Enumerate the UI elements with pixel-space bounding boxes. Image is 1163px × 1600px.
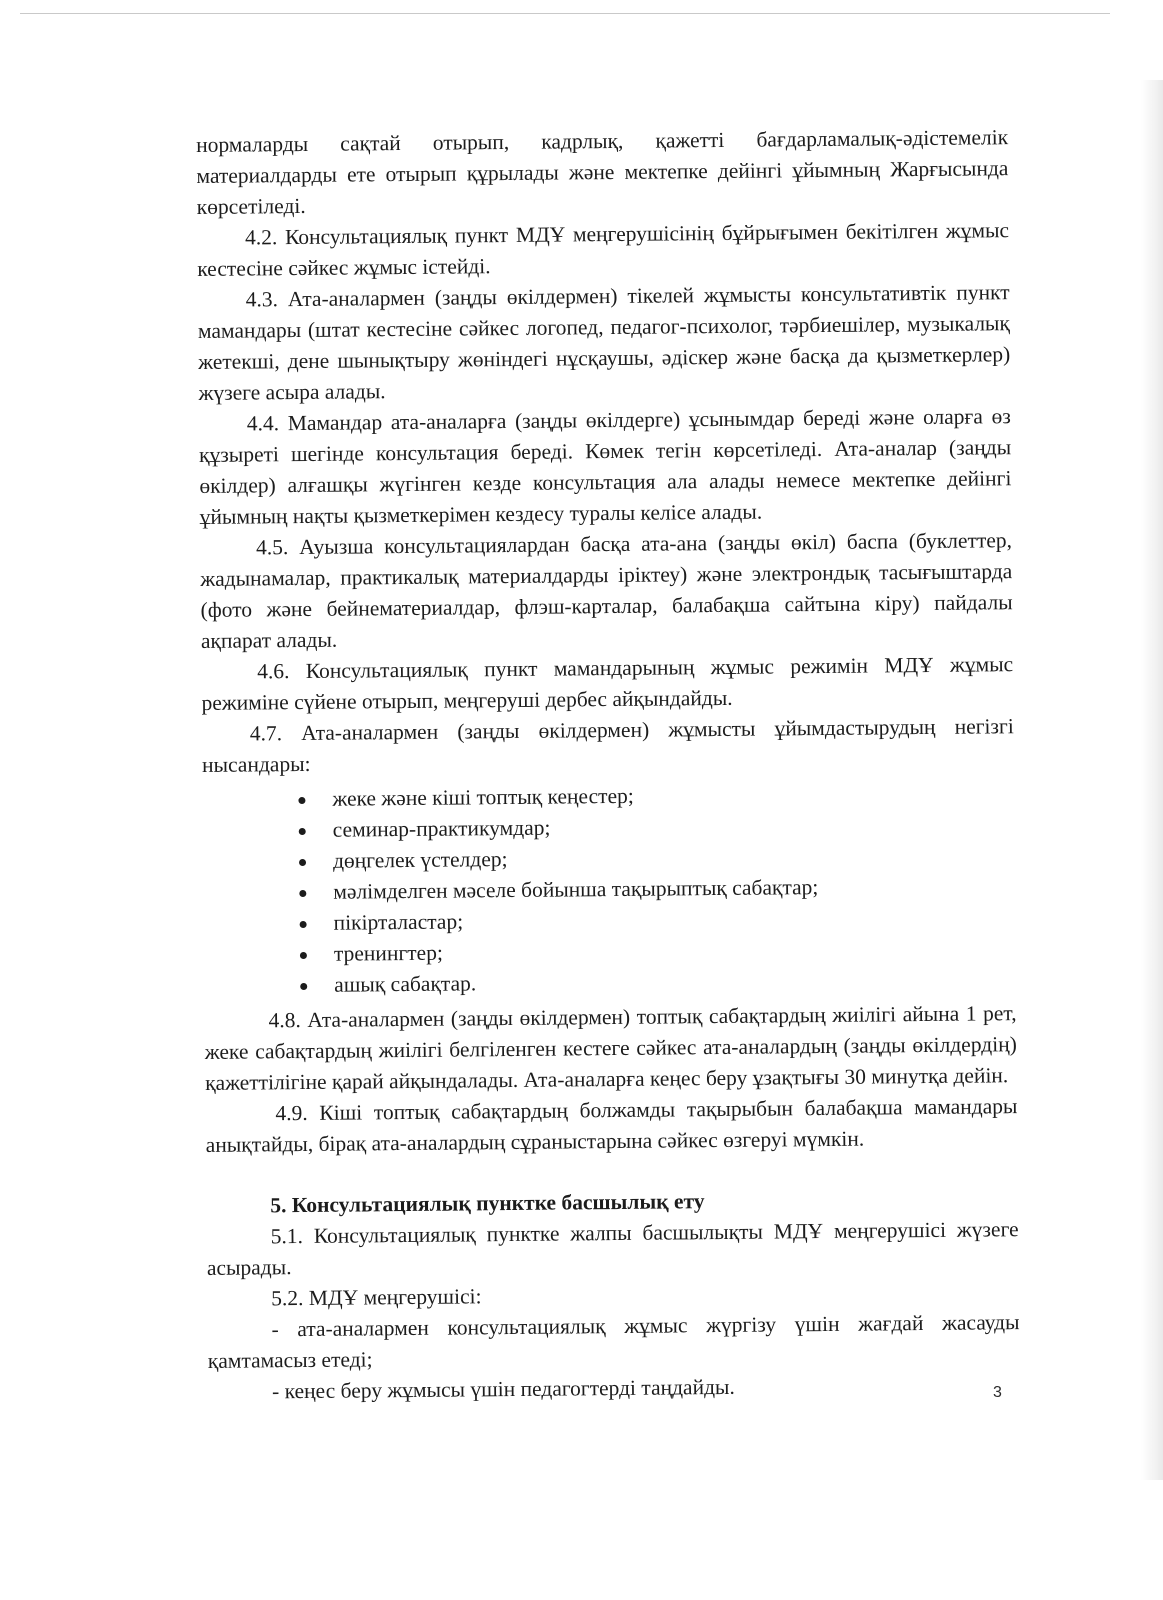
paragraph-4-7: 4.7. Ата-аналармен (заңды өкілдермен) жұмысты ұйымдастырудың негізгі нысандары: <box>201 714 1014 777</box>
bullet-icon <box>299 828 306 835</box>
list-item: дөңгелек үстелдер; <box>203 839 1015 878</box>
paragraph-4-3: 4.3. Ата-аналармен (заңды өкілдермен) тікелей жұмысты консультативтік пункт мамандары (штат кестесіне сәйкес логопед, педагог-психолог, тәрбиешілер, музыкалық жетекші, дене шынықтыру жөніндегі нұсқаушы, әдіскер және басқа да қызметкерлер) жүзеге асыра алады. <box>197 280 1011 405</box>
paragraph-5-1: 5.1. Консультациялық пунктке жалпы басшылықты МДҰ меңгерушісі жүзеге асырады. <box>206 1217 1019 1280</box>
paragraph-5-2: 5.2. МДҰ меңгерушісі: <box>271 1284 482 1311</box>
paragraph-4-2: 4.2. Консультациялық пункт МДҰ меңгерушісінің бұйрығымен бекітілген жұмыс кестесіне сәйкес жұмыс істейді. <box>197 218 1010 281</box>
forms-list <box>202 777 1016 1002</box>
paragraph-4-8: 4.8. Ата-аналармен (заңды өкілдермен) топтық сабақтардың жиілігі айына 1 рет, жеке сабақтардың жиілігі белгіленген кестеге сәйкес ата-аналардың (заңды өкілдердің) қажеттілігіне қарай айқындалады. Ата-аналарға кеңес беру ұзақтығы 30 минутқа дейін. <box>204 1001 1017 1095</box>
paragraph-4-6: 4.6. Консультациялық пункт мамандарының жұмыс режимін МДҰ жұмыс режиміне сүйене отырып, меңгеруші дербес айқындайды. <box>201 652 1014 715</box>
paragraph-4-5: 4.5. Ауызша консультациялардан басқа ата-ана (заңды өкіл) баспа (буклеттер, жадынамалар, практикалық материалдарды іріктеу) және электрондық тасығыштарда (фото және бейнематериалдар, флэш-карталар, балабақша сайтына кіру) пайдалы ақпарат алады. <box>200 528 1013 653</box>
document-page <box>196 122 1020 1408</box>
list-item: жеке және кіші топтық кеңестер; <box>202 777 1014 816</box>
paragraph-4-4: 4.4. Мамандар ата-аналарға (заңды өкілдерге) ұсынымдар береді және оларға өз құзыреті шегінде консультация береді. Көмек тегін көрсетіледі. Ата-аналар (заңды өкілдер) алғашқы жүгінген кезде консультация ала алады немесе мектепке дейінгі ұйымның нақты қызметкерімен кездесу туралы келісе алады. <box>199 404 1012 529</box>
paragraph-4-9: 4.9. Кіші топтық сабақтардың болжамды тақырыбын балабақша мамандары анықтайды, бірақ ата-аналардың сұраныстарына сәйкес өзгеруі мүмкін. <box>205 1094 1018 1157</box>
bullet-icon <box>299 890 306 897</box>
bullet-icon <box>300 921 307 928</box>
list-item: семинар-практикумдар; <box>203 808 1015 847</box>
paragraph-5-2-item-2: - кеңес беру жұмысы үшін педагогтерді таңдайды. <box>271 1374 735 1404</box>
scan-edge-shadow <box>1141 80 1163 1480</box>
paragraph-continuation: нормаларды сақтай отырып, кадрлық, қажетті бағдарламалық-әдістемелік материалдарды ете отырып құрылады және мектепке дейінгі ұйымның Жарғысында көрсетіледі. <box>196 125 1009 219</box>
list-item: мәлімделген мәселе бойынша тақырыптық сабақтар; <box>203 870 1015 909</box>
page-number: 3 <box>993 1384 1002 1401</box>
bullet-icon <box>300 983 307 990</box>
list-item: ашық сабақтар. <box>204 963 1016 1002</box>
scan-edge-line <box>20 13 1110 14</box>
section-5-heading: 5. Консультациялық пунктке басшылық ету <box>270 1189 705 1218</box>
paragraph-5-2-item-1: - ата-аналармен консультациялық жұмыс жүргізу үшін жағдай жасауды қамтамасыз етеді; <box>207 1310 1020 1373</box>
bullet-icon <box>298 797 305 804</box>
bullet-icon <box>300 952 307 959</box>
bullet-icon <box>299 859 306 866</box>
list-item: тренингтер; <box>204 932 1016 971</box>
list-item: пікірталастар; <box>203 901 1015 940</box>
